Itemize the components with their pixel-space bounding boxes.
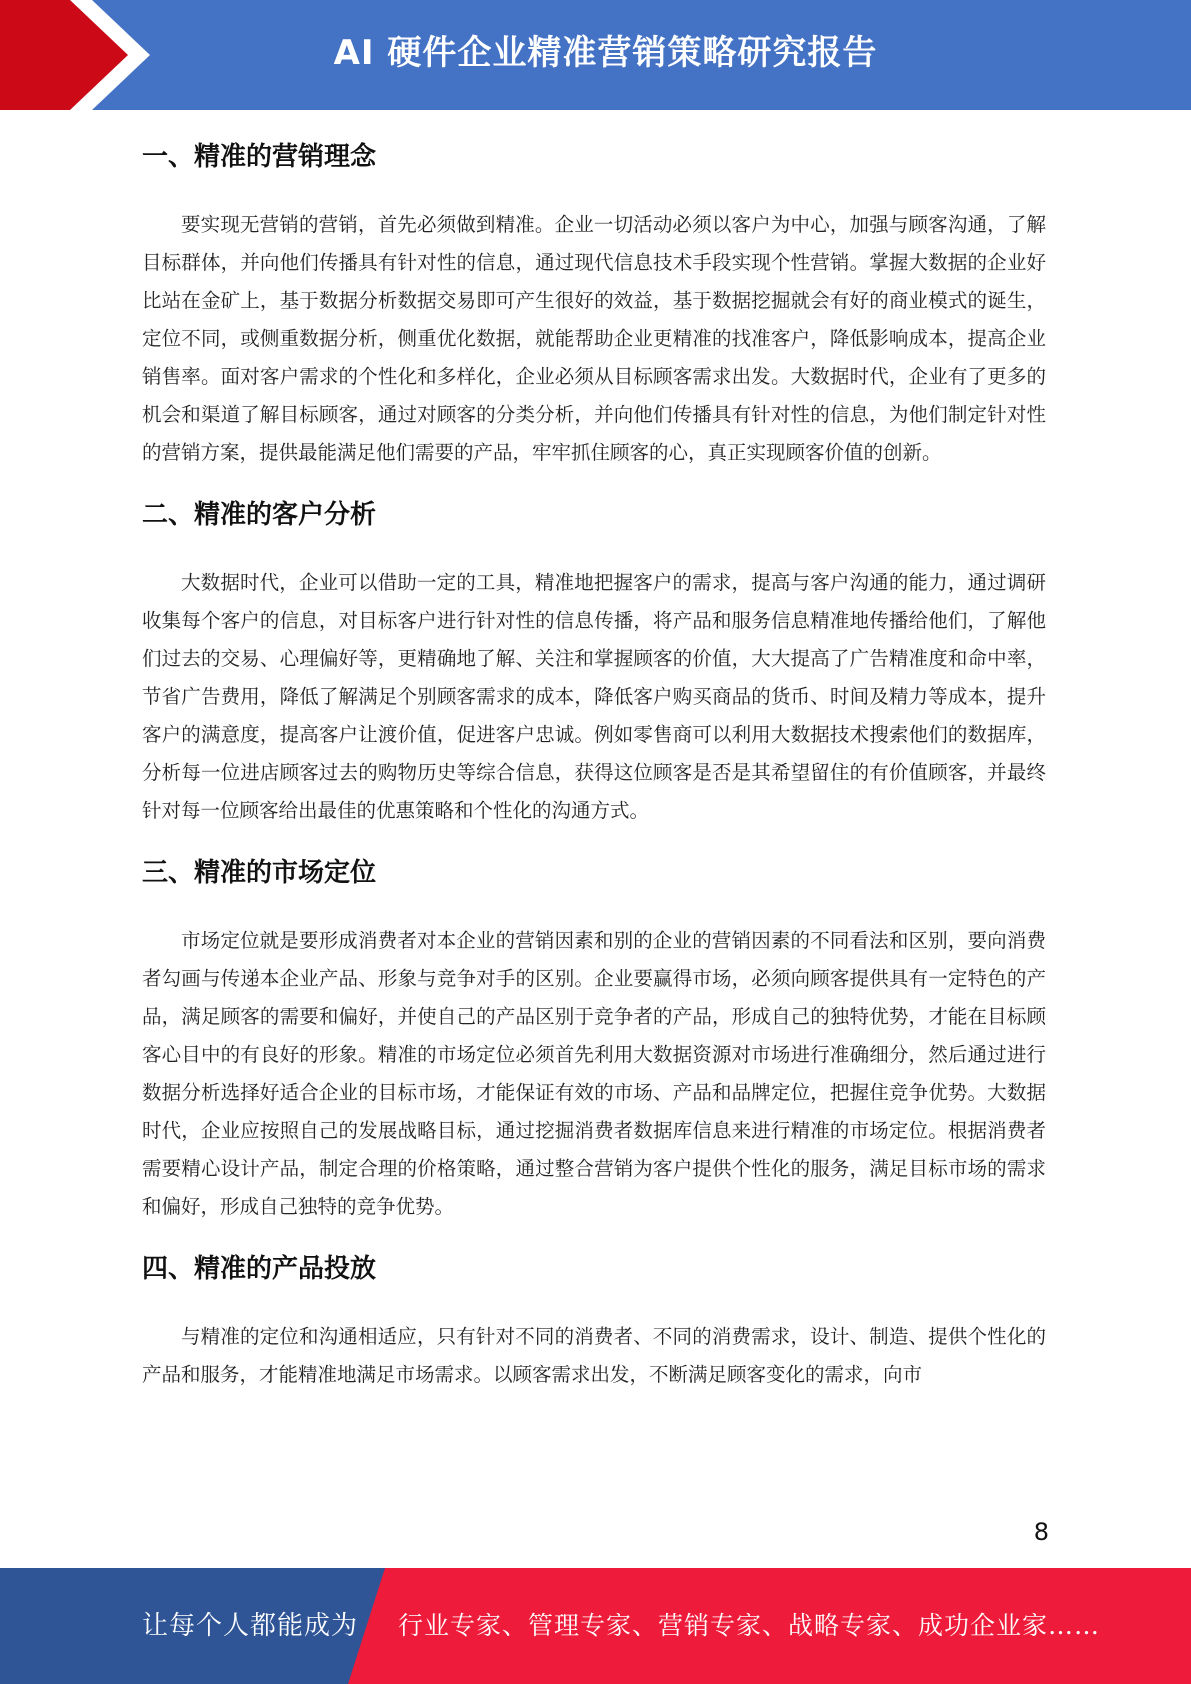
header-banner: [0, 0, 1191, 110]
section-customer-analysis: [142, 490, 1046, 830]
section-market-positioning: [142, 848, 1046, 1226]
section-paragraph: 与精准的定位和沟通相适应，只有针对不同的消费者、不同的消费需求，设计、制造、提供个性化的产品和服务，才能精准地满足市场需求。以顾客需求出发，不断满足顾客变化的需求，向市: [142, 1325, 1046, 1386]
footer-slogan-right: 行业专家、管理专家、营销专家、战略专家、成功企业家……: [398, 1611, 1101, 1640]
document-title: AI 硬件企业精准营销策略研究报告: [333, 33, 878, 73]
section-heading: 二、精准的客户分析: [142, 500, 377, 530]
section-heading: 四、精准的产品投放: [142, 1254, 377, 1284]
section-paragraph: 要实现无营销的营销，首先必须做到精准。企业一切活动必须以客户为中心，加强与顾客沟通，了解目标群体，并向他们传播具有针对性的信息，通过现代信息技术手段实现个性营销。掌握大数据的企业好比站在金矿上，基于数据分析数据交易即可产生很好的效益，基于数据挖掘就会有好的商业模式的诞生，定位不同，或侧重数据分析，侧重优化数据，就能帮助企业更精准的找准客户，降低影响成本，提高企业销售率。面对客户需求的个性化和多样化，企业必须从目标顾客需求出发。大数据时代，企业有了更多的机会和渠道了解目标顾客，通过对顾客的分类分析，并向他们传播具有针对性的信息，为他们制定针对性的营销方案，提供最能满足他们需要的产品，牢牢抓住顾客的心，真正实现顾客价值的创新。: [142, 213, 1046, 464]
section-product-placement: [142, 1244, 1046, 1394]
document-body: [142, 120, 1046, 1412]
footer-slogan-left: 让每个人都能成为: [142, 1611, 359, 1641]
page-number: 8: [1033, 1518, 1049, 1546]
section-heading: 三、精准的市场定位: [142, 858, 377, 888]
section-marketing-concept: [142, 132, 1046, 472]
footer-banner: [0, 1568, 1191, 1684]
section-heading: 一、精准的营销理念: [142, 142, 377, 172]
section-paragraph: 市场定位就是要形成消费者对本企业的营销因素和别的企业的营销因素的不同看法和区别，要向消费者勾画与传递本企业产品、形象与竞争对手的区别。企业要赢得市场，必须向顾客提供具有一定特色的产品，满足顾客的需要和偏好，并使自己的产品区别于竞争者的产品，形成自己的独特优势，才能在目标顾客心目中的有良好的形象。精准的市场定位必须首先利用大数据资源对市场进行准确细分，然后通过进行数据分析选择好适合企业的目标市场，才能保证有效的市场、产品和品牌定位，把握住竞争优势。大数据时代，企业应按照自己的发展战略目标，通过挖掘消费者数据库信息来进行精准的市场定位。根据消费者需要精心设计产品，制定合理的价格策略，通过整合营销为客户提供个性化的服务，满足目标市场的需求和偏好，形成自己独特的竞争优势。: [142, 929, 1046, 1218]
section-paragraph: 大数据时代，企业可以借助一定的工具，精准地把握客户的需求，提高与客户沟通的能力，通过调研收集每个客户的信息，对目标客户进行针对性的信息传播，将产品和服务信息精准地传播给他们，了解他们过去的交易、心理偏好等，更精确地了解、关注和掌握顾客的价值，大大提高了广告精准度和命中率，节省广告费用，降低了解满足个别顾客需求的成本，降低客户购买商品的货币、时间及精力等成本，提升客户的满意度，提高客户让渡价值，促进客户忠诚。例如零售商可以利用大数据技术搜索他们的数据库，分析每一位进店顾客过去的购物历史等综合信息，获得这位顾客是否是其希望留住的有价值顾客，并最终针对每一位顾客给出最佳的优惠策略和个性化的沟通方式。: [142, 571, 1046, 822]
